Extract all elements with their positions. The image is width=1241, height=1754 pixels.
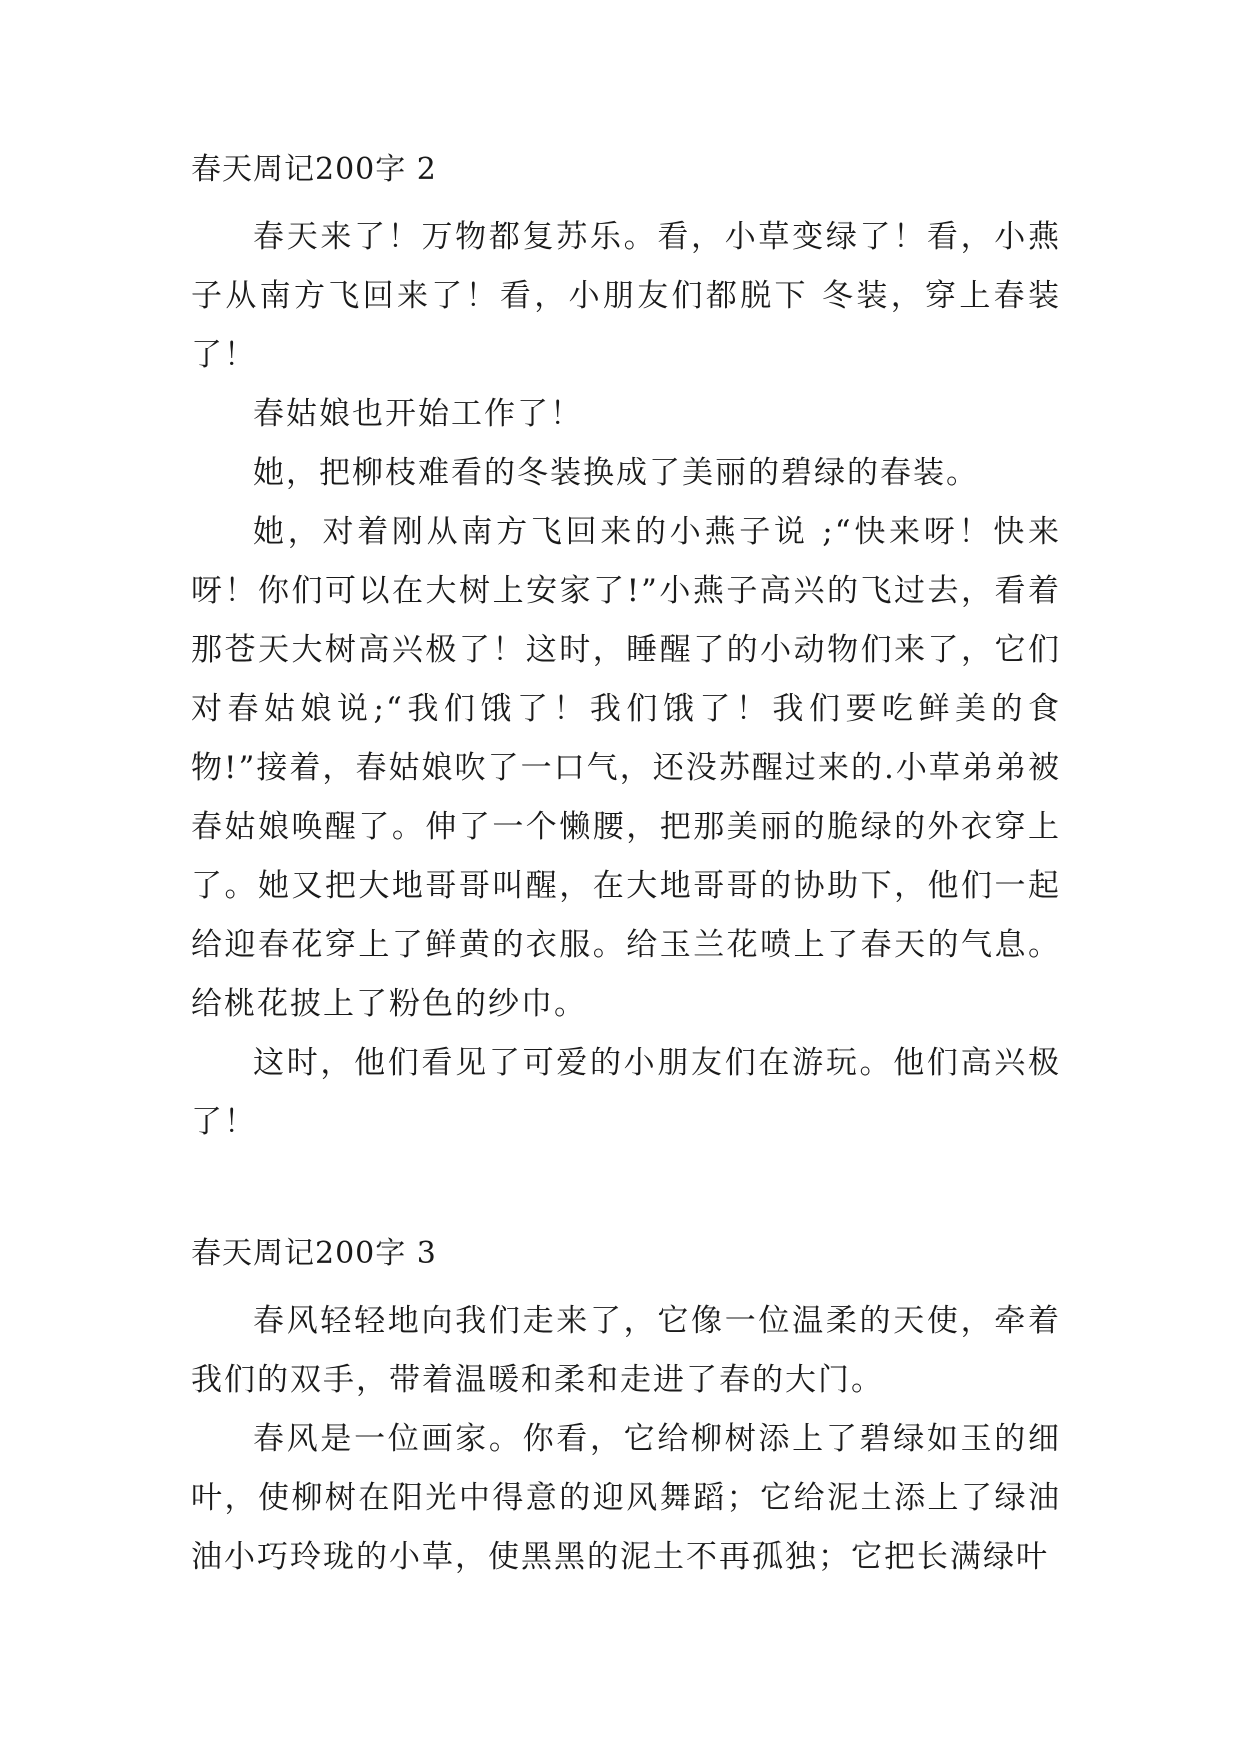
paragraph: 春天来了！万物都复苏乐。看，小草变绿了！看，小燕子从南方飞回来了！看，小朋友们都脱下 冬装，穿上春装了！ bbox=[191, 219, 1061, 373]
document-page bbox=[191, 150, 1061, 1587]
paragraph: 春风是一位画家。你看，它给柳树添上了碧绿如玉的细叶，使柳树在阳光中得意的迎风舞蹈；它给泥土添上了绿油油小巧玲珑的小草，使黑黑的泥土不再孤独；它把长满绿叶 bbox=[191, 1421, 1061, 1575]
section-title: 春天周记200字 3 bbox=[191, 1236, 437, 1271]
paragraph: 春姑娘也开始工作了！ bbox=[253, 396, 583, 432]
section-week-2 bbox=[191, 150, 1061, 1152]
paragraph: 她，对着刚从南方飞回来的小燕子说 ;“快来呀！快来呀！你们可以在大树上安家了!”小燕子高兴的飞过去，看着那苍天大树高兴极了！这时，睡醒了的小动物们来了，它们对春姑娘说;“我们饿了！我们饿了！我们要吃鲜美的食物!”接着，春姑娘吹了一口气，还没苏醒过来的.小草弟弟被春姑娘唤醒了。伸了一个懒腰，把那美丽的脆绿的外衣穿上了。她又把大地哥哥叫醒，在大地哥哥的协助下，他们一起给迎春花穿上了鲜黄的衣服。给玉兰花喷上了春天的气息。给桃花披上了粉色的纱巾。 bbox=[191, 514, 1061, 1022]
section-week-3 bbox=[191, 1234, 1061, 1587]
paragraph: 她，把柳枝难看的冬装换成了美丽的碧绿的春装。 bbox=[253, 455, 979, 491]
paragraph: 这时，他们看见了可爱的小朋友们在游玩。他们高兴极了！ bbox=[191, 1045, 1061, 1140]
section-title: 春天周记200字 2 bbox=[191, 152, 437, 187]
section-spacer bbox=[191, 1152, 1061, 1234]
paragraph: 春风轻轻地向我们走来了，它像一位温柔的天使，牵着我们的双手，带着温暖和柔和走进了春的大门。 bbox=[191, 1303, 1061, 1398]
